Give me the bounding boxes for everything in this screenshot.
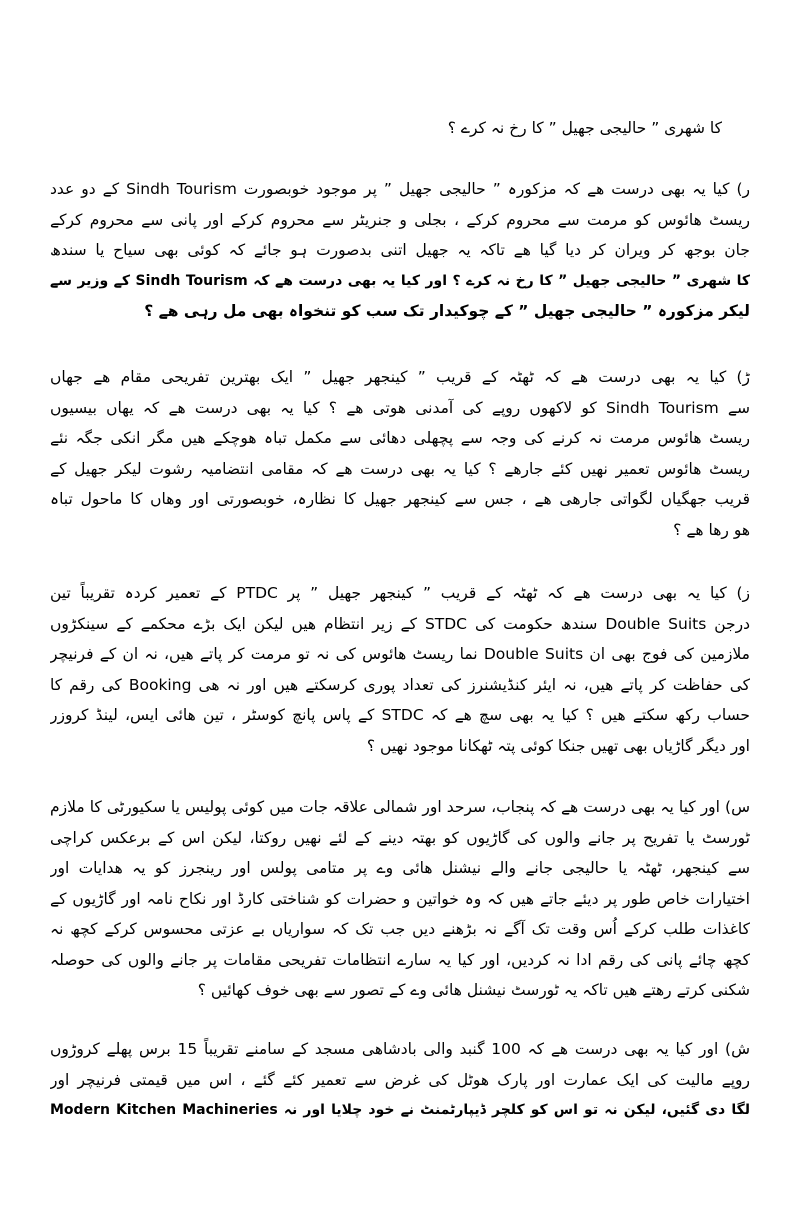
- text-line: ملازمین کی فوج بھی ان Double Suits نما ریسٹ ھائوس کی نہ تو مرمت کر پاتے ھیں، نہ ان کے فرنیچر: [50, 645, 750, 663]
- text-line: جان بوجھ کر ویران کر دیا گیا ھے تاکہ یہ جھیل اتنی بدصورت ہو جائے کہ کوئی بھی سیاح یا سندھ: [50, 241, 750, 259]
- text-line: سے Sindh Tourism کو لاکھوں روپے کی آمدنی ھوتی ھے ؟ کیا یہ بھی درست ھے کہ یھاں بیسیوں: [50, 398, 750, 417]
- paragraph-z: [50, 578, 750, 761]
- text-line: درجن Double Suits سندھ حکومت کی STDC کے زیر انتظام ھیں لیکن ایک بڑے محکمے کے سینکڑوں: [50, 614, 750, 633]
- text-line: ریسٹ ھائوس کو مرمت سے محروم کرکے ، بجلی و جنریٹر سے محروم کرکے اور پانی سے محروم کرکے: [50, 210, 750, 229]
- text-line: حساب رکھ سکتے ھیں ؟ کیا یہ بھی سچ ھے کہ STDC کے پاس پانچ کوسٹر ، تین ھائی ایس، لینڈ کروزر: [50, 706, 750, 724]
- text-line: ر) کیا یہ بھی درست ھے کہ مزکورہ ” حالیجی جھیل ” پر موجود خوبصورت Sindh Tourism کے دو عدد: [50, 180, 750, 198]
- text-line: ش) اور کیا یہ بھی درست ھے کہ 100 گنبد والی بادشاھی مسجد کے سامنے تقریباً 15 برس پھلے کروڑوں: [50, 1040, 750, 1058]
- text-line: سے کینجھر، ٹھٹہ یا حالیجی جانے والے نیشنل ھائی وے پر متامی پولس اور رینجرز کو یہ ھدایات اور: [50, 859, 750, 877]
- text-line: کی حفاظت کر پاتے ھیں، نہ ایئر کنڈیشنرز کی تعداد پوری کرسکتے ھیں اور نہ ھی Booking کی رقم کا: [50, 675, 750, 694]
- text-line: کا شھری ” حالیجی جھیل ” کا رخ نہ کرے ؟ اور کیا یہ بھی درست ھے کہ Sindh Tourism کے وزیر سے: [50, 272, 750, 289]
- paragraph-r: [50, 174, 750, 327]
- paragraph-s: [50, 792, 750, 1006]
- text-line: Modern Kitchen Machineries لگا دی گئیں، لیکن نہ تو اس کو کلچر ڈیپارٹمنٹ نے خود چلایا اور نہ: [50, 1102, 750, 1118]
- text-line: ریسٹ ھائوس مرمت نہ کرنے کی وجہ سے پچھلی دھائی سے مکمل تباہ ھوچکے ھیں مگر انکی جگہ نئے: [50, 429, 750, 447]
- paragraph-sh: [50, 1034, 750, 1126]
- text-line: س) اور کیا یہ بھی درست ھے کہ پنجاب، سرحد اور شمالی علاقہ جات میں کوئی پولیس یا سکیورٹی کا ملازم: [50, 798, 750, 816]
- text-line: اختیارات خاص طور پر دیئے جاتے ھیں کہ وہ خواتین و حضرات کو شناختی کارڈ اور نکاح نامہ اور گاڑیوں کے: [50, 889, 750, 908]
- text-line: اور دیگر گاڑیاں بھی تھیں جنکا کوئی پتہ ٹھکانا موجود نھیں ؟: [366, 736, 750, 755]
- text-line: شکنی کرتے رھتے ھیں تاکہ یہ ٹورسٹ نیشنل ھائی وے کے تصور سے بھی خوف کھائیں ؟: [197, 981, 750, 999]
- text-line: ٹورسٹ یا تفریح پر جانے والوں کی گاڑیوں کو بھتہ دینے کے لئے نھیں روکتا، لیکن اس کے برعکس کراچی: [50, 828, 750, 847]
- paragraph-rr: [50, 362, 750, 545]
- text-line: ڑ) کیا یہ بھی درست ھے کہ ٹھٹہ کے قریب ” کینجھر جھیل ” ایک بھترین تفریحی مقام ھے جھاں: [50, 368, 750, 386]
- text-line: لیکر مزکورہ ” حالیجی جھیل ” کے چوکیدار تک سب کو تنخواہ بھی مل رہی ھے ؟: [144, 302, 750, 320]
- text-line: ھو رھا ھے ؟: [673, 520, 750, 539]
- text-line: کاغذات طلب کرکے اُس وقت تک آگے نہ بڑھنے دیں جب تک کہ سواریاں بے عزتی محسوس کرکے کچھ نہ: [50, 920, 750, 938]
- text-line: ریسٹ ھائوس تعمیر نھیں کئے جارھے ؟ کیا یہ بھی درست ھے کہ مقامی انتضامیہ رشوت لیکر جھیل کے: [50, 459, 750, 478]
- text-line: روپے مالیت کی ایک عمارت اور پارک ھوٹل کی غرض سے تعمیر کئے گئے ، اس میں قیمتی فرنیچر اور: [50, 1070, 750, 1089]
- paragraph-intro: [50, 113, 750, 144]
- text-line: کا شھری ” حالیجی جھیل ” کا رخ نہ کرے ؟: [447, 119, 722, 137]
- text-line: ز) کیا یہ بھی درست ھے کہ ٹھٹہ کے قریب ” کینجھر جھیل ” پر PTDC کے تعمیر کردہ تقریباً تین: [50, 584, 750, 602]
- text-line: کچھ چائے پانی کی رقم ادا نہ کردیں، اور کیا یہ سارے انتظامات تفریحی مقامات پر جانے والوں کی حوصلہ: [50, 950, 750, 969]
- text-line: قریب جھگیاں لگواتی جارھی ھے ، جس سے کینجھر جھیل کا نظارہ، خوبصورتی اور وھاں کا ماحول تباہ: [50, 490, 750, 508]
